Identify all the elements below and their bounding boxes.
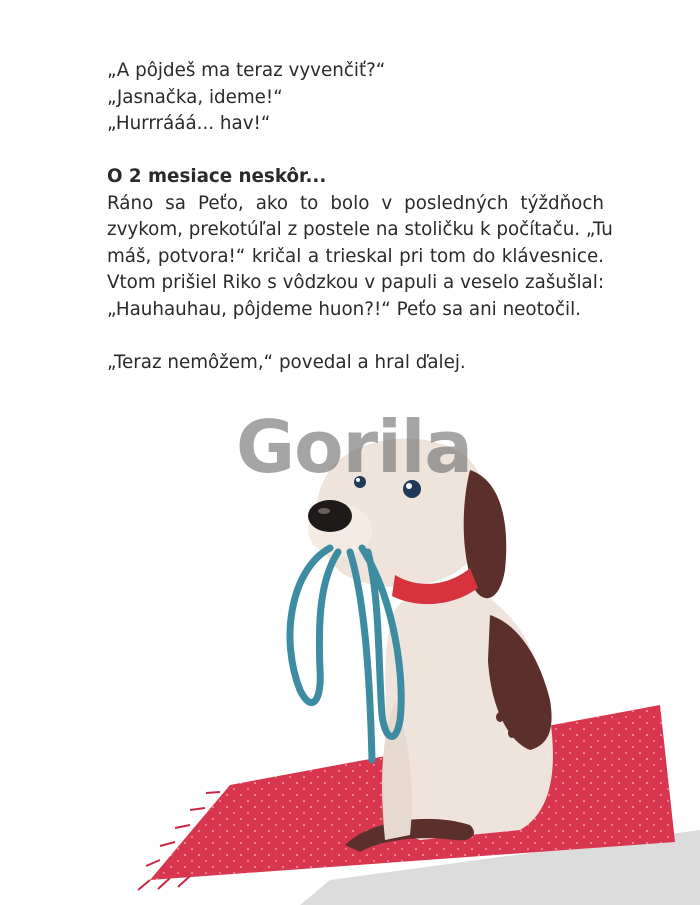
- paragraph-line: máš, potvora!“ kričal a trieskal pri tom do klávesnice.: [107, 245, 604, 267]
- watermark-text: Gorila: [236, 405, 473, 489]
- page-text: [107, 58, 613, 376]
- story-paragraph: [107, 191, 613, 324]
- paragraph-line: Ráno sa Peťo, ako to bolo v posledných týždňoch: [107, 192, 604, 214]
- closing-line: „Teraz nemôžem,“ povedal a hral ďalej.: [107, 351, 466, 373]
- paragraph-line: zvykom, prekotúľal z postele na stoličku k počítaču. „Tu: [107, 219, 613, 240]
- section-heading: O 2 mesiace neskôr...: [107, 166, 327, 187]
- paragraph-line: Vtom prišiel Riko s vôdzkou v papuli a veselo zašušlal:: [107, 272, 604, 293]
- paragraph-line: „Hauhauhau, pôjdeme huon?!“ Peťo sa ani neotočil.: [107, 298, 581, 320]
- dialogue-line: „Hurrrááá... hav!“: [107, 113, 271, 134]
- dialogue-line: „Jasnačka, ideme!“: [107, 86, 283, 108]
- dialogue-line: „A pôjdeš ma teraz vyvenčiť?“: [107, 60, 386, 81]
- dialogue-block: [107, 58, 604, 138]
